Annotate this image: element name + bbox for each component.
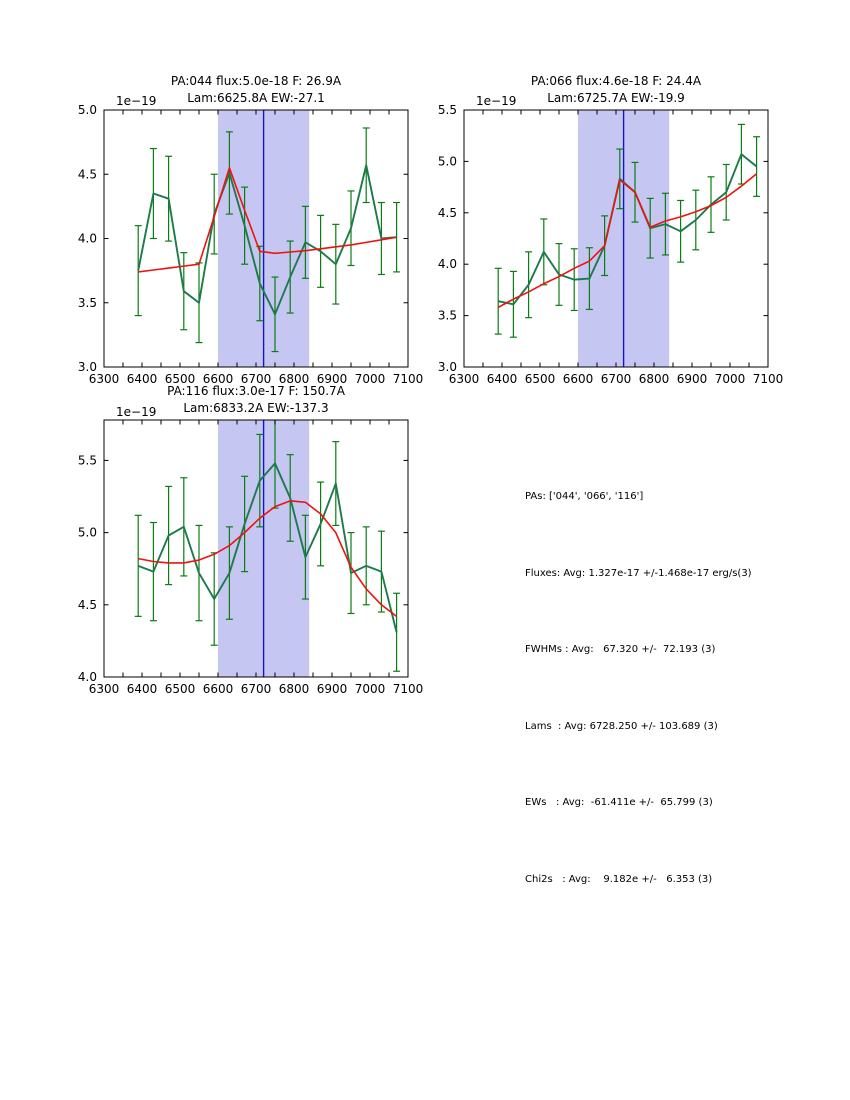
plot-pa116-canvas bbox=[54, 405, 428, 707]
stats-line-chi2s: Chi2s : Avg: 9.182e +/- 6.353 (3) bbox=[525, 873, 713, 885]
x-tick-label: 7000 bbox=[714, 372, 746, 386]
y-tick-label: 5.5 bbox=[437, 103, 457, 117]
plot-pa044-title-line1: PA:044 flux:5.0e-18 F: 26.9A bbox=[170, 74, 342, 88]
x-tick-label: 6900 bbox=[316, 682, 348, 696]
y-tick-label: 4.0 bbox=[77, 670, 97, 684]
plot-pa066-canvas bbox=[414, 95, 788, 397]
plot-pa116-title-line2: Lam:6833.2A EW:-137.3 bbox=[183, 401, 329, 415]
plot-pa066-y-offset-label: 1e−19 bbox=[476, 94, 517, 108]
y-tick-label: 5.5 bbox=[77, 453, 97, 468]
x-tick-label: 6400 bbox=[486, 372, 518, 386]
plot-inner bbox=[135, 419, 400, 677]
x-tick-label: 6400 bbox=[126, 682, 158, 696]
x-tick-label: 6900 bbox=[676, 372, 708, 386]
x-tick-label: 6400 bbox=[126, 372, 158, 386]
stats-line-lams: Lams : Avg: 6728.250 +/- 103.689 (3) bbox=[525, 720, 718, 732]
x-tick-label: 7000 bbox=[354, 372, 386, 386]
y-tick-label: 5.0 bbox=[77, 103, 97, 117]
y-tick-label: 5.0 bbox=[77, 525, 97, 540]
y-tick-label: 3.5 bbox=[437, 308, 457, 323]
plot-pa066-title-line1: PA:066 flux:4.6e-18 F: 24.4A bbox=[530, 74, 702, 88]
x-tick-label: 7100 bbox=[392, 372, 424, 386]
plot-pa116-y-offset-label: 1e−19 bbox=[116, 405, 157, 419]
x-tick-label: 6700 bbox=[240, 682, 272, 696]
plot-pa116-title-line1: PA:116 flux:3.0e-17 F: 150.7A bbox=[167, 384, 345, 398]
plot-inner bbox=[495, 110, 760, 367]
plot-pa044-title-line2: Lam:6625.8A EW:-27.1 bbox=[187, 91, 325, 105]
x-tick-label: 6600 bbox=[202, 372, 234, 386]
y-tick-label: 3.5 bbox=[77, 295, 97, 310]
y-tick-label: 4.0 bbox=[437, 257, 457, 272]
y-tick-label: 4.5 bbox=[77, 597, 97, 612]
y-tick-label: 5.0 bbox=[437, 154, 457, 169]
x-tick-label: 6800 bbox=[278, 372, 310, 386]
x-tick-label: 7100 bbox=[392, 682, 424, 696]
x-tick-label: 6700 bbox=[240, 372, 272, 386]
stats-line-ews: EWs : Avg: -61.411e +/- 65.799 (3) bbox=[525, 797, 713, 808]
x-tick-label: 6300 bbox=[88, 682, 120, 696]
x-tick-label: 7100 bbox=[752, 372, 784, 386]
x-tick-label: 6500 bbox=[164, 682, 196, 696]
x-tick-label: 6600 bbox=[562, 372, 594, 386]
stats-line-pas: PAs: ['044', '066', '116'] bbox=[525, 491, 644, 502]
stats-panel bbox=[525, 433, 752, 943]
plot-pa044-y-offset-label: 1e−19 bbox=[116, 94, 157, 108]
x-tick-label: 6700 bbox=[600, 372, 632, 386]
y-tick-label: 4.0 bbox=[77, 231, 97, 246]
y-tick-label: 3.0 bbox=[437, 360, 457, 374]
x-tick-label: 6300 bbox=[88, 372, 120, 386]
x-tick-label: 6500 bbox=[164, 372, 196, 386]
plot-pa066-title-line2: Lam:6725.7A EW:-19.9 bbox=[547, 91, 685, 105]
y-tick-label: 3.0 bbox=[77, 360, 97, 374]
x-tick-label: 6800 bbox=[638, 372, 670, 386]
plot-pa044-canvas bbox=[54, 95, 428, 397]
y-tick-label: 4.5 bbox=[437, 205, 457, 220]
x-tick-label: 7000 bbox=[354, 682, 386, 696]
x-tick-label: 6600 bbox=[202, 682, 234, 696]
stats-line-fluxes: Fluxes: Avg: 1.327e-17 +/-1.468e-17 erg/s(3) bbox=[525, 567, 752, 579]
plot-inner bbox=[135, 110, 400, 367]
x-tick-label: 6800 bbox=[278, 682, 310, 696]
stats-line-fwhms: FWHMs : Avg: 67.320 +/- 72.193 (3) bbox=[525, 644, 716, 655]
x-tick-label: 6900 bbox=[316, 372, 348, 386]
x-tick-label: 6300 bbox=[448, 372, 480, 386]
y-tick-label: 4.5 bbox=[77, 167, 97, 182]
x-tick-label: 6500 bbox=[524, 372, 556, 386]
